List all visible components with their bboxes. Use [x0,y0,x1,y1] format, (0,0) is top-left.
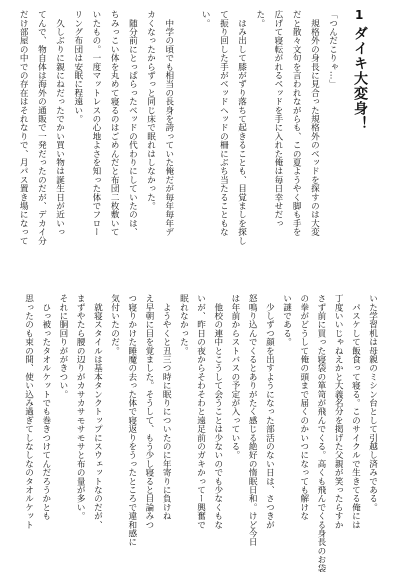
text-line: い謎である。 [281,294,292,347]
text-line: だと散々文句を言われながらも、この夏ようやく脚も手を [291,10,302,237]
text-line: は年前からストバスの予定が入っている。 [229,294,240,460]
chapter-number: 1 [355,8,364,22]
text-line: 思ったのも束の間、使い込み過ぎてしなしなのタオルケット [23,294,34,529]
text-line: 就寝スタイルは基本タンクトップにスウェットなのだが、 [92,294,103,529]
text-line: 随分前にとっぱらったベッドの代わりにしていたのは、 [127,10,138,237]
text-line: いが、昨日の夜からそわそわと遠足前のガキかってー興奮で [195,294,206,529]
text-line: ようやくと丑三つ時に眠りについたのに年寄りに負けね [161,294,172,521]
text-line: パスケして飯食って寝る。このサイクルで生きてる俺には [350,294,361,529]
text-line: の拳がどうして俺の頭まで届くのかいつになっても解けな [298,294,309,521]
text-line: 他校の連中とこうして会うことは少ないのでも少なくもな [212,294,223,529]
text-line: はみ出して膝がずり落ちて起きることも、目覚ましを探し [236,10,247,245]
text-line: いた学習机は母親のミシン台として引越し済みである。 [367,294,378,512]
text-line: ひっ被ったタオルケットでも巻きつけてんだろうかとも [40,294,51,521]
text-line: 丁度いいじゃねえかと大義名分を掲げた父親が笑ったらすか [333,294,344,529]
text-line: 広げて寝転がれるベッドを手に入れた俺は毎日幸せだっ [272,10,283,228]
text-line: 中学の頃でも相当の長身を誇っていた俺だが毎年毎年デ [163,10,174,237]
text-line: 久しぶりに親にねだったでかい買い物は誕生日が近いっ [54,10,65,237]
text-line: さず前に買った寝袋の箪笥が飛んでくる。高くも飛んでくる身長のお袋 [315,294,326,572]
text-line: てんで、物自体は海外の通販で一発だったのだが、デカイ分 [36,10,47,245]
chapter-title: ダイキ大変身！ [352,26,368,131]
text-line: え早朝に目を覚ました。そうして、もう少し寝ると目論みつ [143,294,154,529]
text-line: それに胴回りががきつい。 [57,294,68,399]
text-line: まずやたら腰の辺りがカサカサモサモサと布の量が多い。 [75,294,86,521]
text-line: だけ部屋の中での存在はそれなりで、月パス置き場になって [18,10,29,245]
text-line: リング布団は安眠に程遠い。 [72,10,83,124]
text-line: 気付いたのだ。 [109,294,120,355]
text-line: 規格外の身長に見合った規格外のベッドを探すのは大変 [309,10,320,237]
text-line: 眠れなかった。 [178,294,189,355]
text-line: いたもの。一度マットレスの心地よさを知った体でフロー [90,10,101,237]
text-line: 少しずつ顔を出すようになった部活のない日は、さつきが [264,294,275,529]
text-line: つ寝りかけた睡魔の去った体で寝返りをうったところで違和感に [126,294,137,547]
text-line: ちみっこい体を丸めて寝るのはごめんだと布団二枚敷いて [109,10,120,237]
text-line: て振り回した手がベッドヘッドの柵にぶち当たることもな [218,10,229,237]
text-line: た。 [254,10,265,28]
text-line: カくなったからずっと同じ床で眠れはしなかった。 [145,10,156,211]
text-line: い。 [200,10,211,28]
text-line: 「つんだこりゃ…」 [327,10,338,89]
text-line: 怒鳴り込んでくるとありがたく感じる絶好の惰眠日和。けど今日 [247,294,258,547]
